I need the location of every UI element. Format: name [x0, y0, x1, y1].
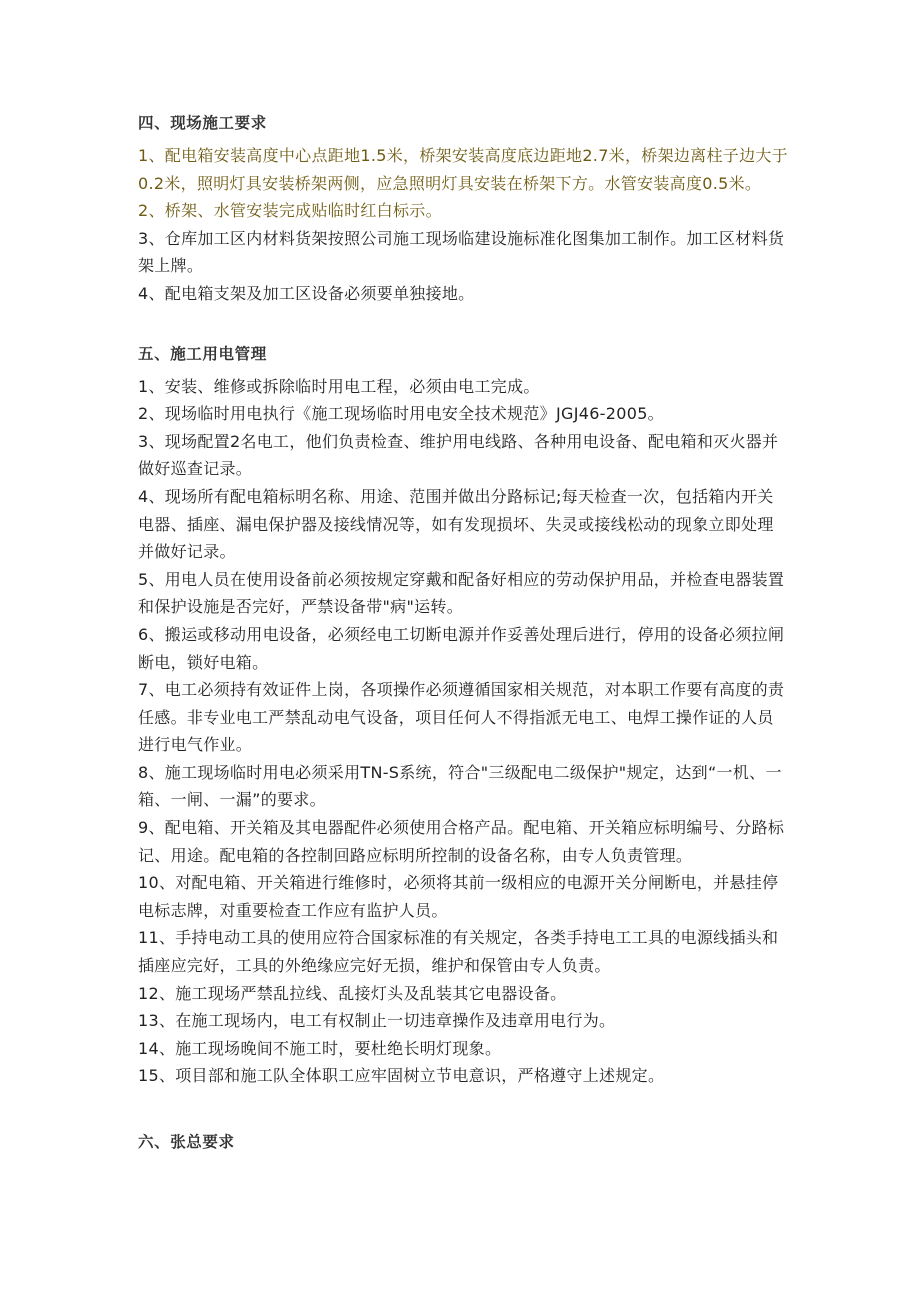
section-5-item-11: 11、手持电动工具的使用应符合国家标准的有关规定，各类手持电工工具的电源线插头和插座应完好，工具的外绝缘应完好无损，维护和保管由专人负责。	[138, 928, 779, 976]
section-5-item-3: 3、现场配置2名电工，他们负责检查、维护用电线路、各种用电设备、配电箱和灭火器并做好巡查记录。	[138, 431, 779, 479]
section-4-item-2: 2、桥架、水管安装完成贴临时红白标示。	[138, 201, 442, 221]
section-5-item-13: 13、在施工现场内，电工有权制止一切违章操作及违章用电行为。	[138, 1011, 616, 1031]
section-5-item-15: 15、项目部和施工队全体职工应牢固树立节电意识，严格遵守上述规定。	[138, 1066, 665, 1086]
section-4-heading: 四、现场施工要求	[138, 114, 267, 132]
section-5-item-5: 5、用电人员在使用设备前必须按规定穿戴和配备好相应的劳动保护用品，并检查电器装置和保护设施是否完好，严禁设备带"病"运转。	[138, 569, 785, 617]
section-5-item-6: 6、搬运或移动用电设备，必须经电工切断电源并作妥善处理后进行，停用的设备必须拉闸断电，锁好电箱。	[138, 624, 785, 672]
section-5-item-2: 2、现场临时用电执行《施工现场临时用电安全技术规范》JGJ46-2005。	[138, 404, 664, 424]
document-page	[138, 113, 788, 1152]
section-5-heading: 五、施工用电管理	[138, 344, 267, 363]
section-5-item-9: 9、配电箱、开关箱及其电器配件必须使用合格产品。配电箱、开关箱应标明编号、分路标记、用途。配电箱的各控制回路应标明所控制的设备名称，由专人负责管理。	[138, 818, 785, 865]
section-4-item-1: 1、配电箱安装高度中心点距地1.5米，桥架安装高度底边距地2.7米，桥架边离柱子边大于0.2米，照明灯具安装桥架两侧，应急照明灯具安装在桥架下方。水管安装高度0.5米。	[138, 146, 788, 193]
section-5-item-1: 1、安装、维修或拆除临时用电工程，必须由电工完成。	[138, 376, 540, 396]
section-5-item-10: 10、对配电箱、开关箱进行维修时，必须将其前一级相应的电源开关分闸断电，并悬挂停电标志牌，对重要检查工作应有监护人员。	[138, 873, 779, 920]
section-4-item-3: 3、仓库加工区内材料货架按照公司施工现场临建设施标准化图集加工制作。加工区材料货架上牌。	[138, 228, 785, 276]
section-5-item-14: 14、施工现场晚间不施工时，要杜绝长明灯现象。	[138, 1038, 502, 1058]
section-4-item-4: 4、配电箱支架及加工区设备必须要单独接地。	[138, 283, 475, 303]
section-5-item-4: 4、现场所有配电箱标明名称、用途、范围并做出分路标记;每天检查一次，包括箱内开关电器、插座、漏电保护器及接线情况等，如有发现损坏、失灵或接线松动的现象立即处理并做好记录。	[138, 486, 774, 562]
section-6-heading: 六、张总要求	[138, 1133, 235, 1151]
section-5-item-8: 8、施工现场临时用电必须采用TN-S系统，符合"三级配电二级保护"规定，达到“一机、一箱、一闸、一漏”的要求。	[138, 762, 782, 810]
section-5-item-7: 7、电工必须持有效证件上岗，各项操作必须遵循国家相关规范，对本职工作要有高度的责任感。非专业电工严禁乱动电气设备，项目任何人不得指派无电工、电焊工操作证的人员进行电气作业。	[138, 680, 785, 755]
section-5-item-12: 12、施工现场严禁乱拉线、乱接灯头及乱装其它电器设备。	[138, 983, 567, 1003]
